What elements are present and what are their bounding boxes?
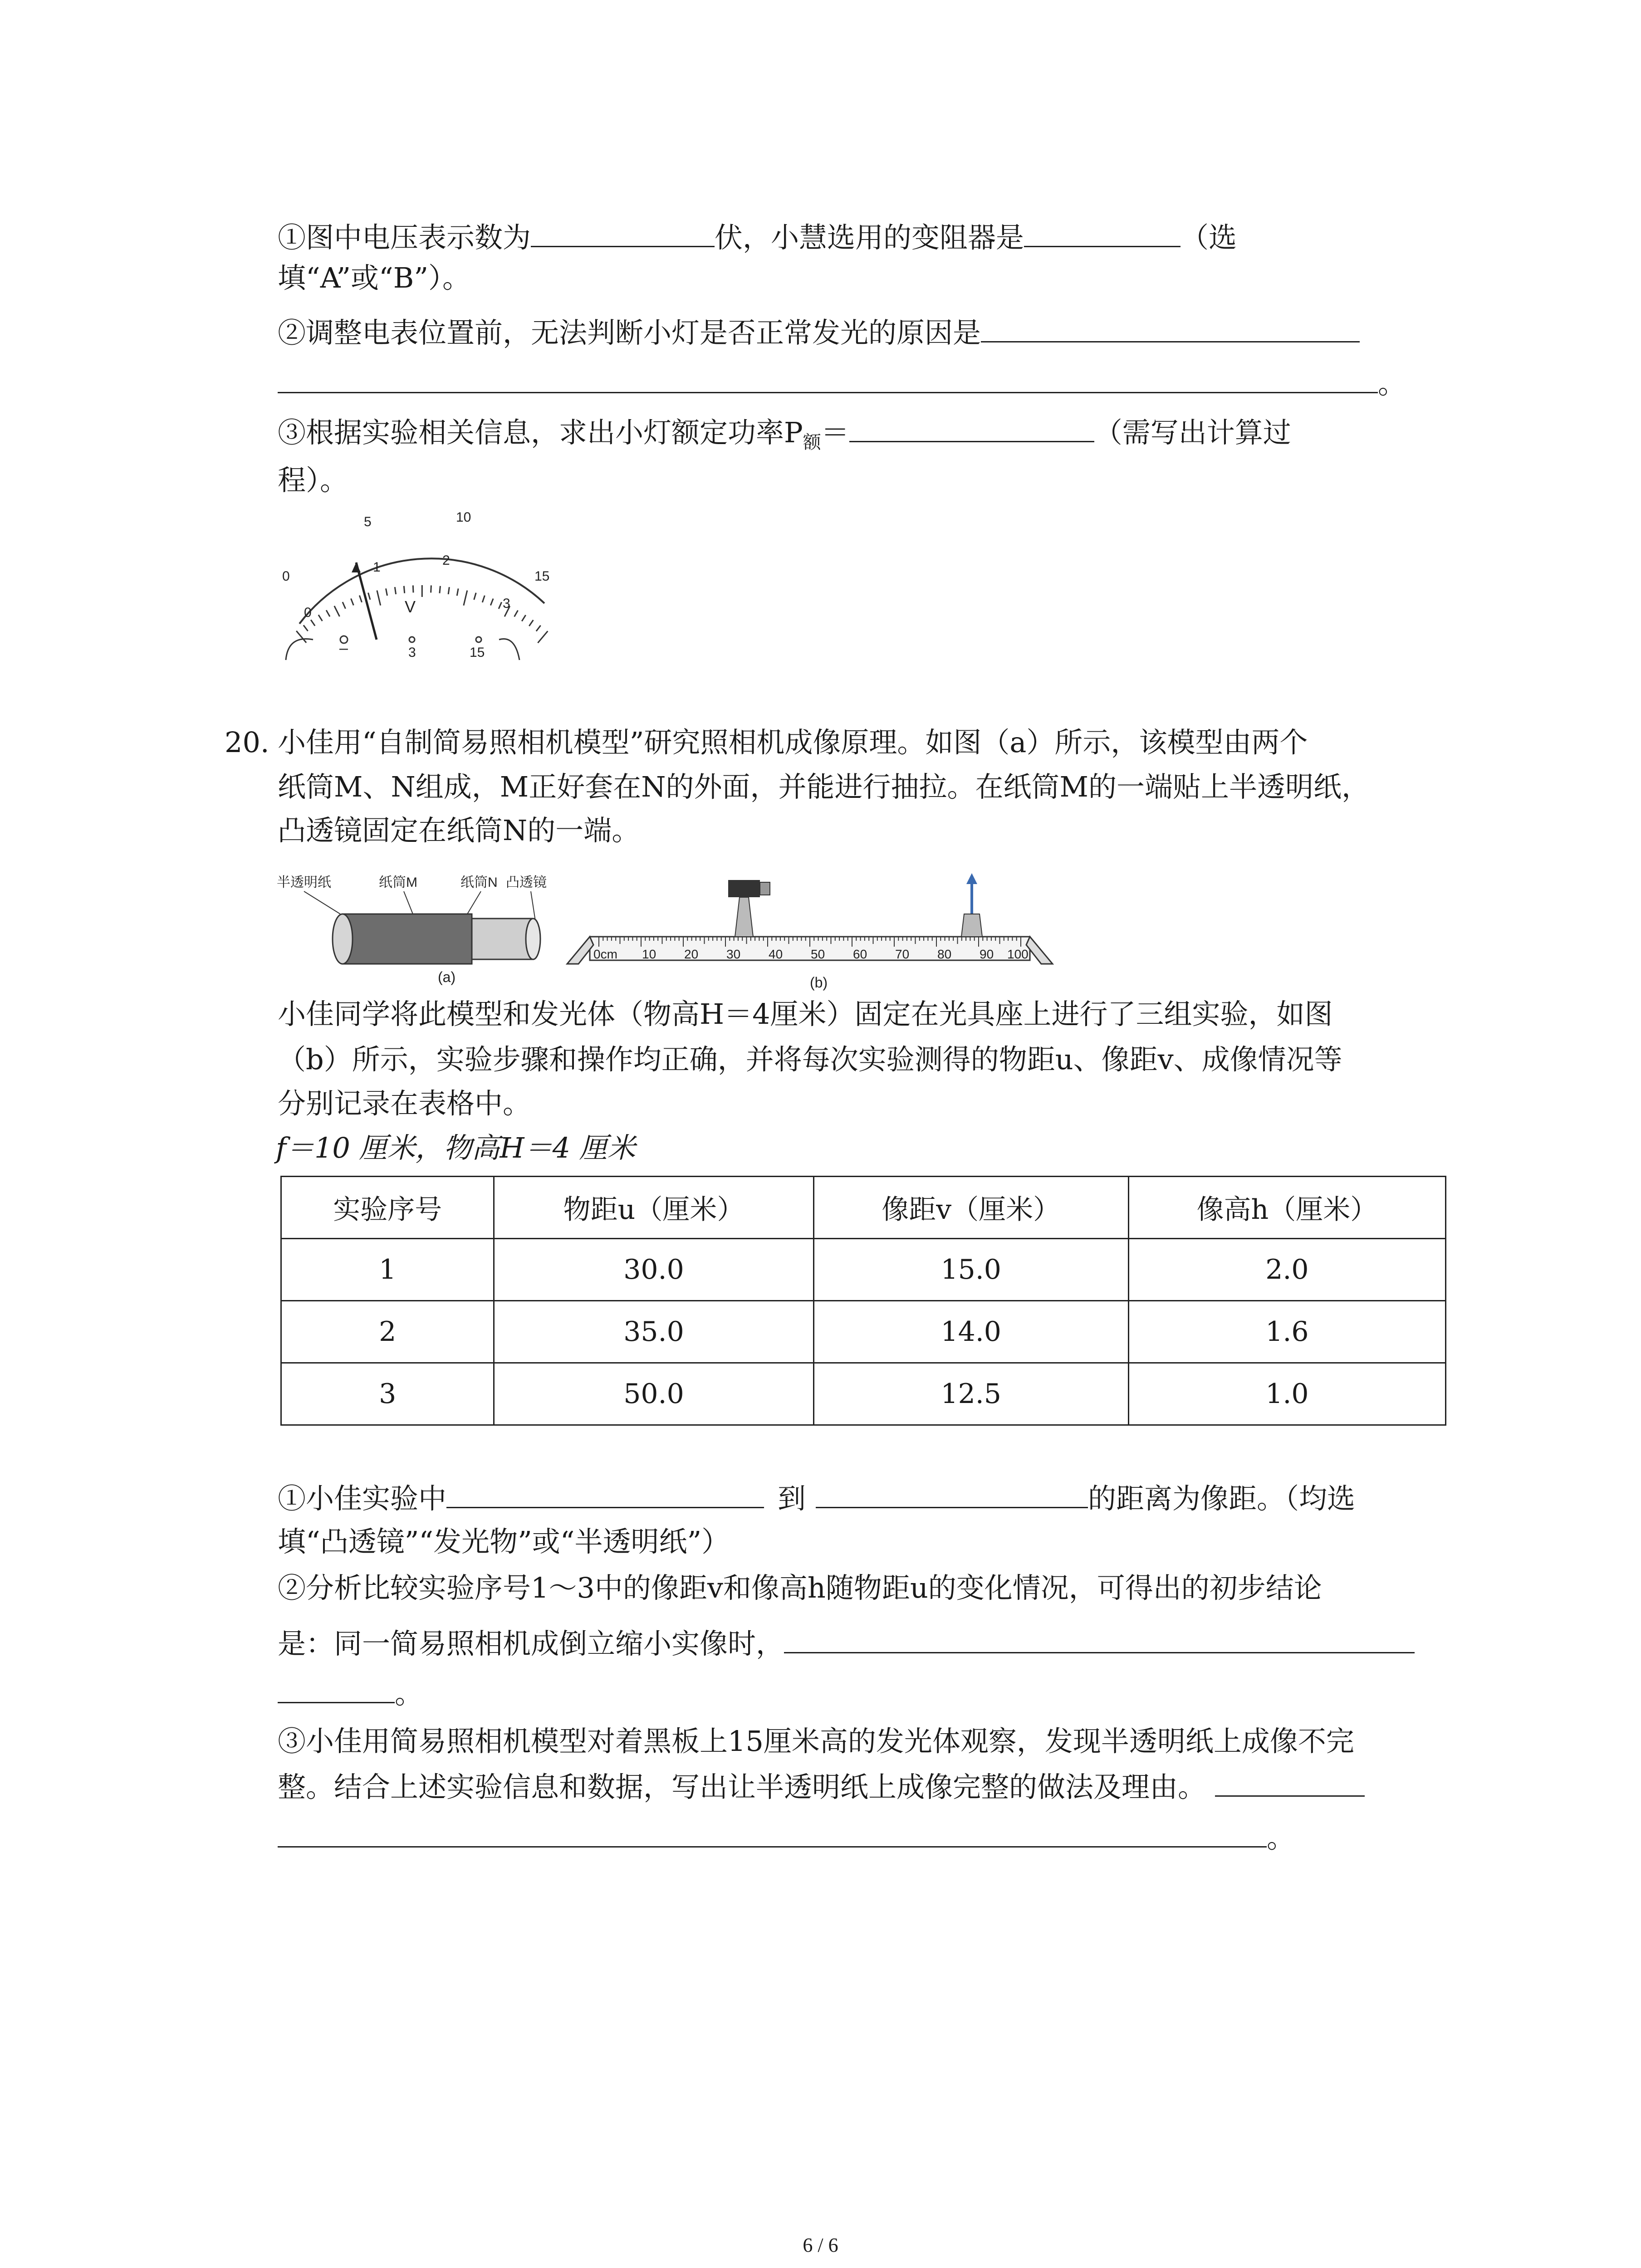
q20-sub1b: 填“凸透镜”“发光物”或“半透明纸”）: [278, 1525, 730, 1558]
answer-blank-from[interactable]: [446, 1483, 764, 1508]
ruler-label: 60: [853, 947, 867, 961]
tick-label-2: 2: [442, 553, 450, 568]
table-cell: 50.0: [494, 1363, 813, 1425]
answer-blank-method-b[interactable]: [278, 1823, 1267, 1848]
ruler-label: 70: [895, 947, 910, 961]
table-cell: 30.0: [494, 1239, 813, 1301]
q20-para-4: 小佳同学将此模型和发光体（物高H＝4厘米）固定在光具座上进行了三组实验，如图: [278, 997, 1333, 1031]
answer-blank-reason-a[interactable]: [981, 318, 1360, 342]
scale-tick: [386, 588, 387, 596]
scale-tick: [351, 599, 354, 606]
scale-tick: [482, 596, 485, 602]
terminal-3: 3: [408, 645, 416, 660]
scale-tick: [490, 599, 493, 606]
header-cell: 像高h（厘米）: [1128, 1177, 1445, 1239]
q20-para-5: （b）所示，实验步骤和操作均正确，并将每次实验测得的物距u、像距v、成像情况等: [278, 1043, 1342, 1076]
q20-para-2: 纸筒M、N组成，M正好套在N的外面，并能进行抽拉。在纸筒M的一端贴上半透明纸，: [278, 770, 1370, 803]
scale-tick: [311, 620, 315, 626]
scale-tick: [359, 596, 362, 602]
table-header-row: [281, 1177, 1446, 1239]
table-cell: 2: [281, 1301, 494, 1363]
tube-m: [343, 914, 472, 964]
answer-blank-conclusion-b[interactable]: [278, 1678, 395, 1703]
ruler-label: 40: [769, 947, 783, 961]
q19-line3b: 。: [278, 368, 1406, 398]
header-cell: 实验序号: [281, 1177, 494, 1239]
table-caption: f＝10 厘米，物高H＝4 厘米: [276, 1131, 636, 1164]
light-source-holder: [961, 914, 982, 937]
answer-blank-to[interactable]: [816, 1483, 1088, 1508]
camera-model-on-bench: [728, 880, 760, 897]
q20-sub3b: 整。结合上述实验信息和数据，写出让半透明纸上成像完整的做法及理由。: [278, 1772, 1365, 1801]
scale-tick: [343, 602, 346, 609]
tick-label-0: 0: [304, 605, 312, 620]
header-cell: 像距v（厘米）: [813, 1177, 1128, 1239]
scale-tick: [377, 591, 381, 606]
q19-line5: 程）。: [278, 464, 348, 497]
table-cell: 14.0: [813, 1301, 1128, 1363]
scale-tick: [448, 587, 449, 594]
q20-sub2: ②分析比较实验序号1～3中的像距v和像高h随物距u的变化情况，可得出的初步结论: [278, 1571, 1322, 1604]
answer-blank-reason-b[interactable]: [278, 368, 1378, 393]
lens-end: [526, 919, 540, 959]
table-cell: 3: [281, 1363, 494, 1425]
answer-blank-voltage[interactable]: [531, 222, 715, 247]
wire-left: [286, 639, 313, 660]
scale-tick: [538, 631, 548, 643]
q20-para-6: 分别记录在表格中。: [278, 1087, 531, 1120]
tick-label-15: 15: [534, 569, 550, 584]
terminal-15: 15: [470, 645, 485, 660]
terminal-post-15: [476, 637, 481, 642]
figure-b-optical-bench: [558, 869, 1071, 991]
scale-tick: [368, 593, 370, 600]
terminal-post-3: [409, 637, 415, 642]
q20-para-1: 小佳用“自制简易照相机模型”研究照相机成像原理。如图（a）所示，该模型由两个: [278, 726, 1308, 759]
answer-blank-conclusion-a[interactable]: [784, 1628, 1415, 1653]
table-cell: 2.0: [1128, 1239, 1445, 1301]
question-number: 20.: [225, 726, 269, 759]
tick-label-5: 5: [364, 514, 372, 529]
tick-label-3: 3: [503, 596, 510, 611]
ruler-label: 10: [642, 947, 656, 961]
header-cell: 物距u（厘米）: [494, 1177, 813, 1239]
answer-blank-rheostat[interactable]: [1024, 222, 1181, 247]
scale-tick: [457, 589, 458, 596]
answer-blank-method-a[interactable]: [1215, 1772, 1365, 1797]
q20-sub3: ③小佳用简易照相机模型对着黑板上15厘米高的发光体观察，发现半透明纸上成像不完: [278, 1725, 1354, 1758]
ruler-label: 90: [980, 947, 994, 961]
q20-sub2b: 是：同一简易照相机成倒立缩小实像时，: [278, 1628, 1415, 1658]
q20-sub2c: 。: [278, 1678, 423, 1708]
tick-label-10: 10: [456, 510, 471, 525]
label-tube-m: 纸筒M: [379, 875, 417, 890]
answer-blank-power[interactable]: [849, 417, 1094, 442]
label-convex-lens: 凸透镜: [506, 875, 547, 890]
q19-line4: ③根据实验相关信息，求出小灯额定功率$P_额=$ （需写出计算过: [278, 416, 1291, 453]
scale-tick: [522, 615, 526, 621]
tick-label-1: 1: [373, 560, 381, 575]
figure-a-camera-model: [277, 871, 567, 989]
scale-tick: [514, 611, 518, 617]
figure-a-caption: (a): [438, 969, 456, 985]
ruler-label: 80: [937, 947, 952, 961]
experiment-table: [280, 1176, 1446, 1426]
ruler-label: 50: [811, 947, 825, 961]
scale-tick: [395, 587, 396, 594]
table-row: [281, 1301, 1446, 1363]
scale-tick: [326, 610, 330, 616]
terminal-minus: –: [339, 640, 348, 657]
table-cell: 1.6: [1128, 1301, 1445, 1363]
scale-tick: [499, 602, 502, 609]
tick-label-zero-top: 0: [282, 569, 290, 584]
table-cell: 35.0: [494, 1301, 813, 1363]
voltmeter-figure: [272, 499, 590, 680]
figure-b-caption: (b): [810, 974, 828, 991]
ruler-label: 20: [684, 947, 699, 961]
unit-label: V: [405, 597, 416, 616]
table-row: [281, 1239, 1446, 1301]
scale-tick: [464, 591, 467, 606]
table-cell: 15.0: [813, 1239, 1128, 1301]
q19-line2: 填“A”或“B”）。: [278, 261, 471, 294]
table-cell: 12.5: [813, 1363, 1128, 1425]
page-number: 6 / 6: [803, 2234, 838, 2256]
ruler-label: 30: [726, 947, 741, 961]
ruler-label: 100: [1007, 947, 1029, 961]
q20-para-3: 凸透镜固定在纸筒N的一端。: [278, 814, 640, 847]
camera-holder: [735, 897, 753, 937]
ruler-label: 0cm: [593, 947, 617, 961]
scale-tick: [334, 606, 340, 616]
q20-sub3c: 。: [278, 1823, 1295, 1852]
label-translucent-paper: 半透明纸: [277, 875, 331, 890]
scale-tick: [304, 625, 308, 631]
wire-right: [499, 639, 519, 660]
scale-ticks: [296, 585, 548, 643]
q19-line1: ①图中电压表示数为 伏，小慧选用的变阻器是 （选: [278, 221, 1237, 254]
table-row: [281, 1363, 1446, 1425]
scale-tick: [296, 631, 306, 643]
table-cell: 1.0: [1128, 1363, 1445, 1425]
q20-sub1: ①小佳实验中 到 的距离为像距。（均选: [278, 1482, 1356, 1515]
q19-line3: ②调整电表位置前，无法判断小灯是否正常发光的原因是: [278, 318, 1360, 347]
scale-tick: [474, 593, 476, 600]
scale-tick: [529, 620, 533, 626]
scale-tick: [318, 615, 323, 621]
translucent-paper-end: [333, 914, 353, 964]
scale-tick: [536, 626, 541, 631]
table-cell: 1: [281, 1239, 494, 1301]
scale-tick: [440, 586, 441, 593]
needle-arrow: [352, 562, 361, 572]
label-tube-n: 纸筒N: [460, 875, 498, 890]
tube-n: [472, 919, 533, 959]
